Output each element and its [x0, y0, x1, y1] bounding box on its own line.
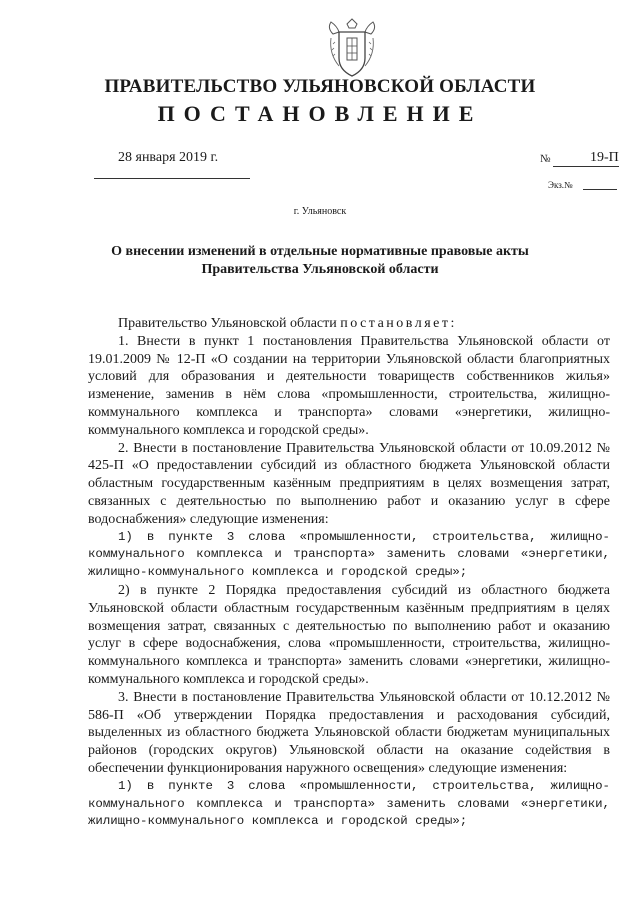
heading-line-2: Правительства Ульяновской области: [201, 262, 439, 277]
paragraph-3: 3. Внести в постановление Правительства Ульяновской области от 10.12.2012 № 586-П «Об утверждении Порядка предоставления и расходования субсидий, выделенных из областного бюджета Ульяновской области бюджетам муниципальных районов (городских округов) Ульяновской области на оказание содействия в обеспечении функционирования наружного освещения» следующие изменения:: [88, 689, 610, 776]
copy-number-underline: [583, 189, 617, 190]
city: г. Ульяновск: [293, 206, 347, 217]
number-label: №: [540, 153, 551, 165]
heading-line-1: О внесении изменений в отдельные нормативные правовые акты: [111, 244, 529, 259]
number-underline: [553, 166, 619, 167]
paragraph-1: 1. Внести в пункт 1 постановления Правительства Ульяновской области от 19.01.2009 № 12-П «О создании на территории Ульяновской области благоприятных условий для образования и деятельности товариществ собственников жилья» изменение, заменив в нём слова «промышленности, строительства, жилищно-коммунального комплекса и транспорта» словами «энергетики, жилищно-коммунального комплекса и городской среды».: [88, 333, 610, 438]
document-type: ПОСТАНОВЛЕНИЕ: [157, 101, 483, 126]
document-date: 28 января 2019 г.: [118, 150, 219, 165]
paragraph-3-item-1: 1) в пункте 3 слова «промышленности, строительства, жилищно-коммунального комплекса и транспорта» заменить словами «энергетики, жилищно-коммунального комплекса и городской среды»;: [88, 778, 610, 829]
coat-of-arms-icon: [325, 18, 379, 80]
copy-number-label: Экз.№: [548, 180, 573, 190]
intro-resolves: постановляет:: [340, 316, 457, 331]
intro-paragraph: [88, 315, 610, 333]
paragraph-2-item-1: 1) в пункте 3 слова «промышленности, строительства, жилищно-коммунального комплекса и транспорта» заменить словами «энергетики, жилищно-коммунального комплекса и городской среды»;: [88, 529, 610, 580]
paragraph-2: 2. Внести в постановление Правительства Ульяновской области от 10.09.2012 № 425-П «О предоставлении субсидий из областного бюджета Ульяновской области областным государственным казённым предприятиям в целях возмещения затрат, связанных с деятельностью по выполнению работ и оказанию услуг в сфере водоснабжения» следующие изменения:: [88, 440, 610, 527]
document-number: 19-П: [590, 150, 619, 165]
intro-prefix: Правительство Ульяновской области: [118, 316, 341, 331]
paragraph-2-item-2: 2) в пункте 2 Порядка предоставления субсидий из областного бюджета Ульяновской области областным государственным казённым предприятиям в целях возмещения затрат, связанных с деятельностью по выполнению работ и оказанию услуг в сфере водоснабжения, слова «промышленности, строительства, жилищно-коммунального комплекса и транспорта» заменить словами «энергетики, жилищно-коммунального комплекса и городской среды».: [88, 582, 610, 687]
document-body: [88, 315, 610, 831]
date-underline: [94, 178, 250, 179]
government-title: ПРАВИТЕЛЬСТВО УЛЬЯНОВСКОЙ ОБЛАСТИ: [104, 76, 536, 97]
document-heading: [90, 243, 550, 279]
